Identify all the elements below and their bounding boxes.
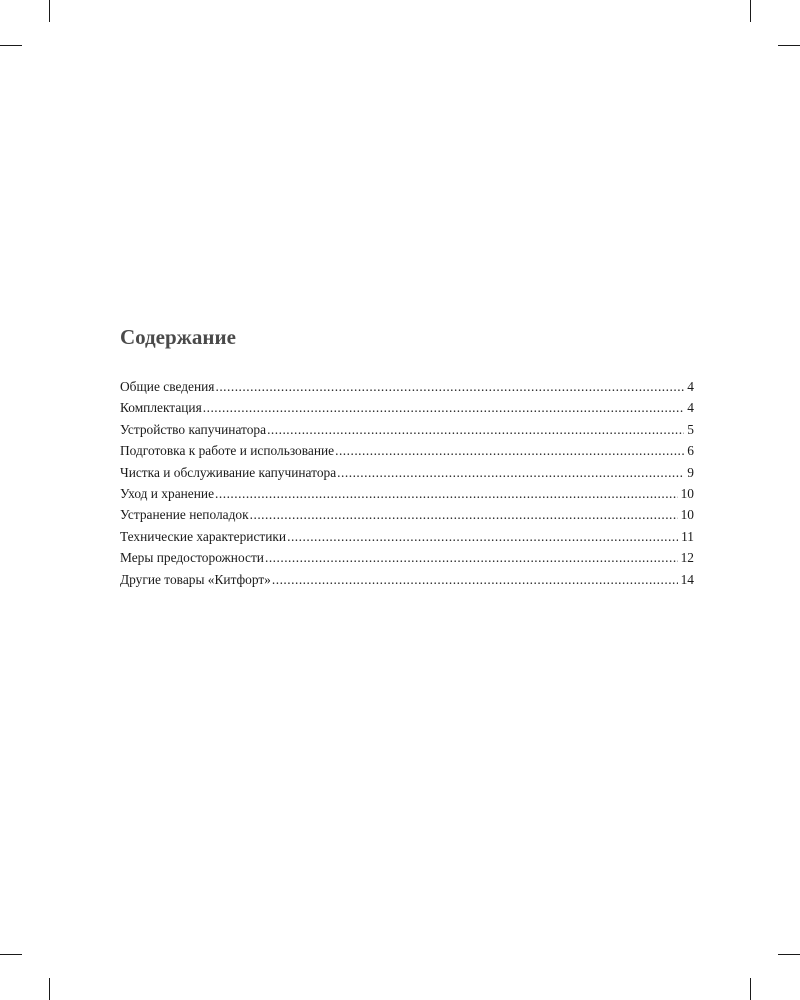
toc-leader-dots	[272, 569, 678, 590]
toc-entry-label: Чистка и обслуживание капучинатора	[120, 464, 337, 480]
crop-mark-top-right-horizontal	[778, 45, 800, 46]
page-title: Содержание	[120, 325, 236, 349]
toc-entry-label: Комплектация	[120, 400, 202, 416]
toc-entry[interactable]	[120, 547, 694, 568]
toc-leader-dots	[287, 526, 678, 547]
crop-mark-bottom-right-vertical	[750, 978, 751, 1000]
toc-entry-page: 10	[680, 486, 694, 502]
toc-entry[interactable]	[120, 483, 694, 504]
crop-mark-bottom-right-horizontal	[778, 954, 800, 955]
toc-leader-dots	[335, 440, 684, 461]
toc-entry[interactable]	[120, 397, 694, 418]
toc-entry-label: Другие товары «Китфорт»	[120, 571, 271, 587]
toc-list	[120, 376, 694, 590]
table-of-contents	[120, 322, 694, 590]
toc-entry-label: Меры предосторожности	[120, 550, 264, 566]
toc-leader-dots	[215, 483, 678, 504]
toc-leader-dots	[215, 376, 684, 397]
crop-mark-bottom-left-horizontal	[0, 954, 22, 955]
toc-entry-label: Уход и хранение	[120, 486, 215, 502]
toc-entry-page: 4	[687, 400, 694, 416]
toc-entry[interactable]	[120, 462, 694, 483]
toc-entry-page: 5	[687, 421, 694, 437]
toc-entry-page: 12	[680, 550, 694, 566]
toc-entry-label: Технические характеристики	[120, 528, 287, 544]
toc-entry[interactable]	[120, 376, 694, 397]
toc-entry-page: 4	[687, 379, 694, 394]
toc-entry[interactable]	[120, 504, 694, 525]
toc-entry-page: 14	[680, 571, 694, 587]
toc-entry[interactable]	[120, 419, 694, 440]
toc-entry-label: Общие сведения	[120, 379, 215, 394]
toc-entry[interactable]	[120, 569, 694, 590]
toc-leader-dots	[267, 419, 684, 440]
toc-entry-label: Устройство капучинатора	[120, 421, 267, 437]
crop-mark-bottom-left-vertical	[49, 978, 50, 1000]
toc-entry-page: 9	[687, 464, 694, 480]
toc-entry-label: Подготовка к работе и использование	[120, 443, 335, 459]
toc-leader-dots	[265, 547, 678, 568]
crop-mark-top-left-horizontal	[0, 45, 22, 46]
toc-entry-page: 10	[680, 507, 694, 523]
toc-entry-page: 11	[681, 528, 694, 544]
toc-entry[interactable]	[120, 440, 694, 461]
toc-leader-dots	[203, 397, 685, 418]
toc-entry-label: Устранение неполадок	[120, 507, 249, 523]
crop-mark-top-right-vertical	[750, 0, 751, 22]
toc-entry[interactable]	[120, 526, 694, 547]
crop-mark-top-left-vertical	[49, 0, 50, 22]
toc-leader-dots	[337, 462, 684, 483]
toc-leader-dots	[250, 504, 678, 525]
toc-entry-page: 6	[687, 443, 694, 459]
